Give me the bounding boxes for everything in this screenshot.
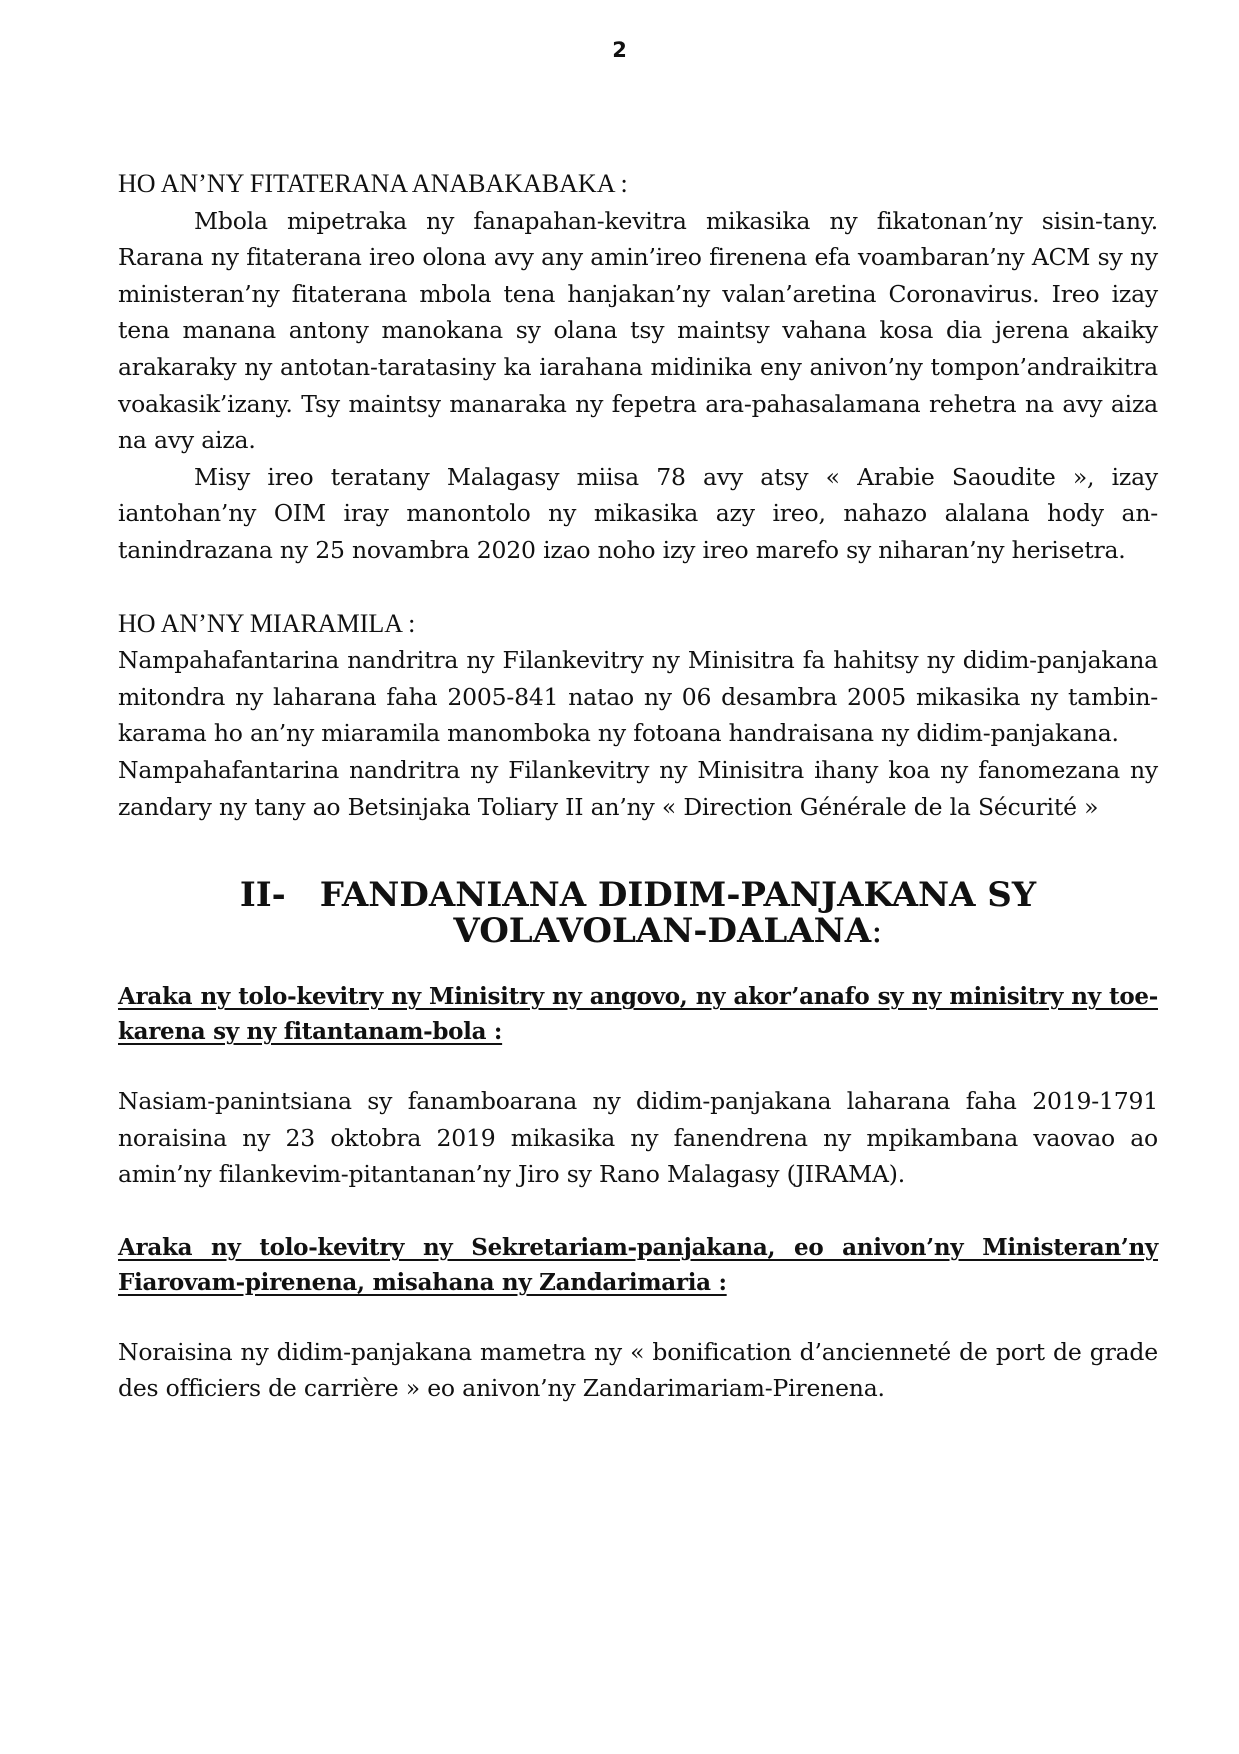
section-label-fitaterana: HO AN’NY FITATERANA ANABAKABAKA : bbox=[118, 169, 628, 198]
heading-title-line-1: FANDANIANA DIDIM-PANJAKANA SY bbox=[319, 875, 1037, 916]
heading-line-2 bbox=[118, 911, 1158, 952]
proposal bbox=[118, 979, 1158, 1193]
paragraph: Nampahafantarina nandritra ny Filankevitry ny Minisitra ihany koa ny fanomezana ny zandary ny tany ao Betsinjaka Toliary II an’ny « Direction Générale de la Sécurité » bbox=[118, 755, 1158, 821]
proposal bbox=[118, 1230, 1158, 1407]
proposal-title: Araka ny tolo-kevitry ny Sekretariam-panjakana, eo anivon’ny Ministeran’ny Fiarovam-pirenena, misahana ny Zandarimaria : bbox=[118, 1233, 1158, 1296]
spacer bbox=[118, 1193, 1158, 1230]
document-body bbox=[118, 166, 1158, 1407]
section-miaramila bbox=[118, 606, 1158, 826]
proposal-text: Nasiam-panintsiana sy fanamboarana ny didim-panjakana laharana faha 2019-1791 noraisina ny 23 oktobra 2019 mikasika ny fanendrena ny mpikambana vaovao ao amin’ny filankevim-pitantanan’ny Jiro sy Rano Malagasy (JIRAMA). bbox=[118, 1087, 1158, 1189]
heading-line-1 bbox=[118, 875, 1158, 916]
heading-colon: : bbox=[871, 911, 883, 952]
section-heading bbox=[118, 875, 1158, 952]
proposal-text: Noraisina ny didim-panjakana mametra ny « bonification d’ancienneté de port de grade des officiers de carrière » eo anivon’ny Zandarimariam-Pirenena. bbox=[118, 1337, 1158, 1403]
heading-title-line-2: VOLAVOLAN-DALANA bbox=[453, 911, 872, 952]
section-label-miaramila: HO AN’NY MIARAMILA : bbox=[118, 608, 416, 638]
paragraph: Misy ireo teratany Malagasy miisa 78 avy atsy « Arabie Saoudite », izay iantohan’ny OIM iray manontolo ny mikasika azy ireo, nahazo alalana hody an-tanindrazana ny 25 novambra 2020 izao noho izy ireo marefo sy niharan’ny herisetra. bbox=[118, 462, 1158, 564]
page-number: 2 bbox=[612, 38, 627, 62]
section-fitaterana bbox=[118, 166, 1158, 569]
paragraph: Nampahafantarina nandritra ny Filankevitry ny Minisitra fa hahitsy ny didim-panjakana mitondra ny laharana faha 2005-841 natao ny 06 desambra 2005 mikasika ny tambin-karama ho an’ny miaramila manomboka ny fotoana handraisana ny didim-panjakana. bbox=[118, 646, 1158, 748]
heading-number: II- bbox=[239, 875, 286, 916]
spacer bbox=[118, 1049, 1158, 1083]
spacer bbox=[118, 569, 1158, 606]
proposal-title: Araka ny tolo-kevitry ny Minisitry ny angovo, ny akor’anafo sy ny minisitry ny toe-karena sy ny fitantanam-bola : bbox=[118, 983, 1158, 1046]
paragraph: Mbola mipetraka ny fanapahan-kevitra mikasika ny fikatonan’ny sisin-tany. Rarana ny fitaterana ireo olona avy any amin’ireo firenena efa voambaran’ny ACM sy ny ministeran’ny fitaterana mbola tena hanjakan’ny valan’aretina Coronavirus. Ireo izay tena manana antony manokana sy olana tsy maintsy vahana kosa dia jerena akaiky arakaraky ny antotan-taratasiny ka iarahana midinika eny anivon’ny tompon’andraikitra voakasik’izany. Tsy maintsy manaraka ny fepetra ara-pahasalamana rehetra na avy aiza na avy aiza. bbox=[118, 206, 1158, 455]
spacer bbox=[118, 1300, 1158, 1334]
